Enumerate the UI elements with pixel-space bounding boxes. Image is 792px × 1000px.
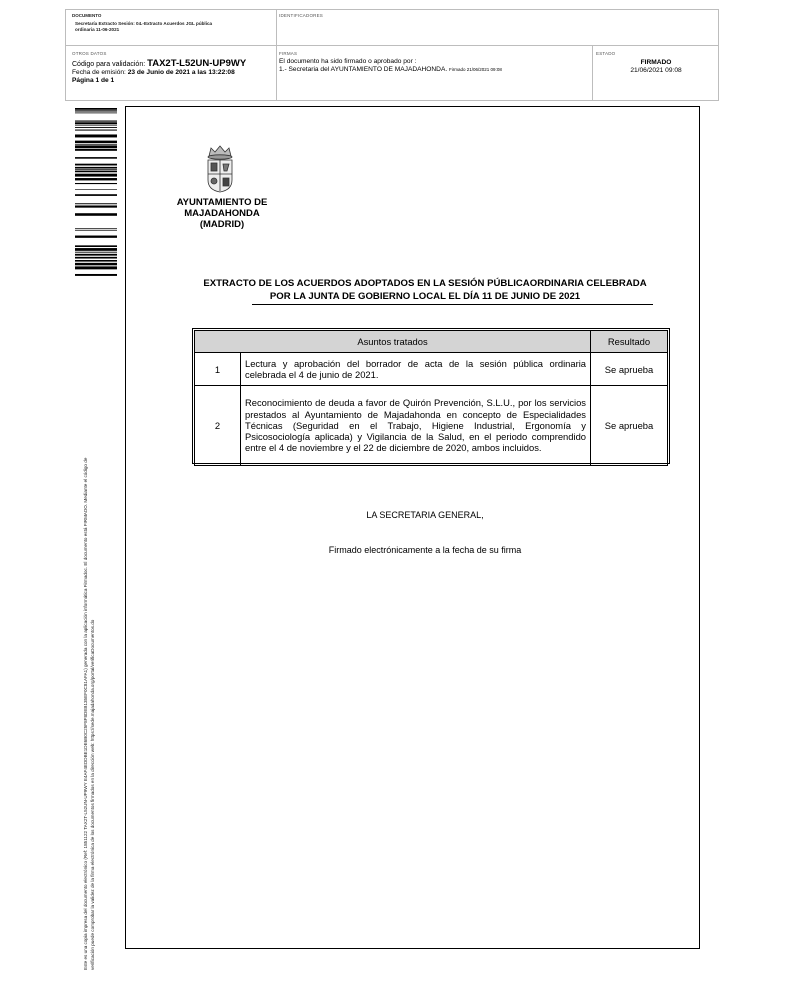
documento-label: DOCUMENTO	[72, 13, 102, 18]
title-line-1: EXTRACTO DE LOS ACUERDOS ADOPTADOS EN LA SESIÓN PÚBLICAORDINARIA CELEBRADA	[203, 278, 647, 289]
row-result: Se aprueba	[591, 386, 668, 466]
firmas-label: FIRMAS	[279, 51, 298, 56]
documento-line-1: Secretaría Extracto Sesión: 04.-Extracto Acuerdos JGL pública	[75, 21, 213, 26]
org-line-2: MAJADAHONDA	[184, 208, 260, 219]
side-verification-text	[83, 270, 96, 970]
agenda-table	[194, 330, 668, 466]
codigo-validacion: Código para validación: TAX2T-L52UN-UP9WY	[72, 58, 247, 69]
electronic-signature-note: Firmado electrónicamente a la fecha de su firma	[328, 545, 522, 555]
org-line-3: (MADRID)	[199, 219, 245, 230]
estado-value: FIRMADO	[640, 59, 672, 66]
signatory-role: LA SECRETARIA GENERAL,	[366, 510, 484, 520]
table-header-row	[195, 331, 668, 353]
row-result: Se aprueba	[591, 353, 668, 386]
side-text-line-1: Este es una copia impresa del documento electrónico (Ref: 1851122 TAX2T-L52UN-UP9WY E4AF4EDDBE1DE6B0C25F8F8DEB135EF0C81AFA1) generada con la aplicación informática Firmadoc. El documento está FIRMADO. Mediante el código de	[83, 457, 88, 970]
barcode	[75, 108, 117, 276]
header-asuntos: Asuntos tratados	[195, 331, 591, 353]
fecha-value: 23 de Junio de 2021 a las 13:22:08	[127, 69, 235, 76]
row-description: Lectura y aprobación del borrador de acta de la sesión pública ordinaria celebrada el 4 de junio de 2021.	[241, 353, 591, 386]
org-line-1: AYUNTAMIENTO DE	[176, 197, 268, 208]
firmas-line-1: El documento ha sido firmado o aprobado por :	[279, 58, 417, 65]
coat-of-arms-logo	[201, 144, 239, 194]
otros-datos-label: OTROS DATOS	[72, 51, 107, 56]
row-number: 2	[195, 386, 241, 466]
title-line-2: POR LA JUNTA DE GOBIERNO LOCAL EL DÍA 11 DE JUNIO DE 2021	[269, 291, 581, 302]
codigo-value: TAX2T-L52UN-UP9WY	[147, 58, 247, 69]
pagina: Página 1 de 1	[72, 77, 115, 84]
title-underline	[252, 304, 653, 305]
row-description: Reconocimiento de deuda a favor de Quirón Prevención, S.L.U., por los servicios prestados al Ayuntamiento de Majadahonda en concepto de Especialidades Técnicas (Seguridad en el Trabajo, Higiene Industrial, Ergonomía y Psicosociología aplicada) y Vigilancia de la Salud, en el periodo comprendido entre el 4 de noviembre y el 22 de diciembre de 2020, ambos incluidos.	[241, 386, 591, 466]
documento-line-2: ordinaria 11-06-2021	[75, 26, 120, 32]
fecha-emision: Fecha de emisión: 23 de Junio de 2021 a las 13:22:08	[72, 69, 235, 76]
estado-label: ESTADO	[596, 51, 616, 56]
estado-date: 21/06/2021 09:08	[630, 67, 682, 74]
document-title	[190, 277, 660, 303]
table-row	[195, 386, 668, 466]
header-resultado: Resultado	[591, 331, 668, 353]
firmas-line-2: 1.- Secretaria del AYUNTAMIENTO DE MAJADAHONDA. Firmado 21/06/2021 09:08	[279, 66, 502, 73]
document-header-box	[65, 9, 719, 101]
organization-name	[170, 197, 274, 230]
row-number: 1	[195, 353, 241, 386]
side-text-line-2: verificación puede comprobar la validez de la firma electrónica de los documentos firmados en la dirección web: https://sede.majadahonda.org/portal/verificaDocumentos.do	[89, 619, 95, 970]
identificadores-label: IDENTIFICADORES	[279, 13, 324, 18]
table-row	[195, 353, 668, 386]
document-page-frame	[125, 106, 700, 949]
